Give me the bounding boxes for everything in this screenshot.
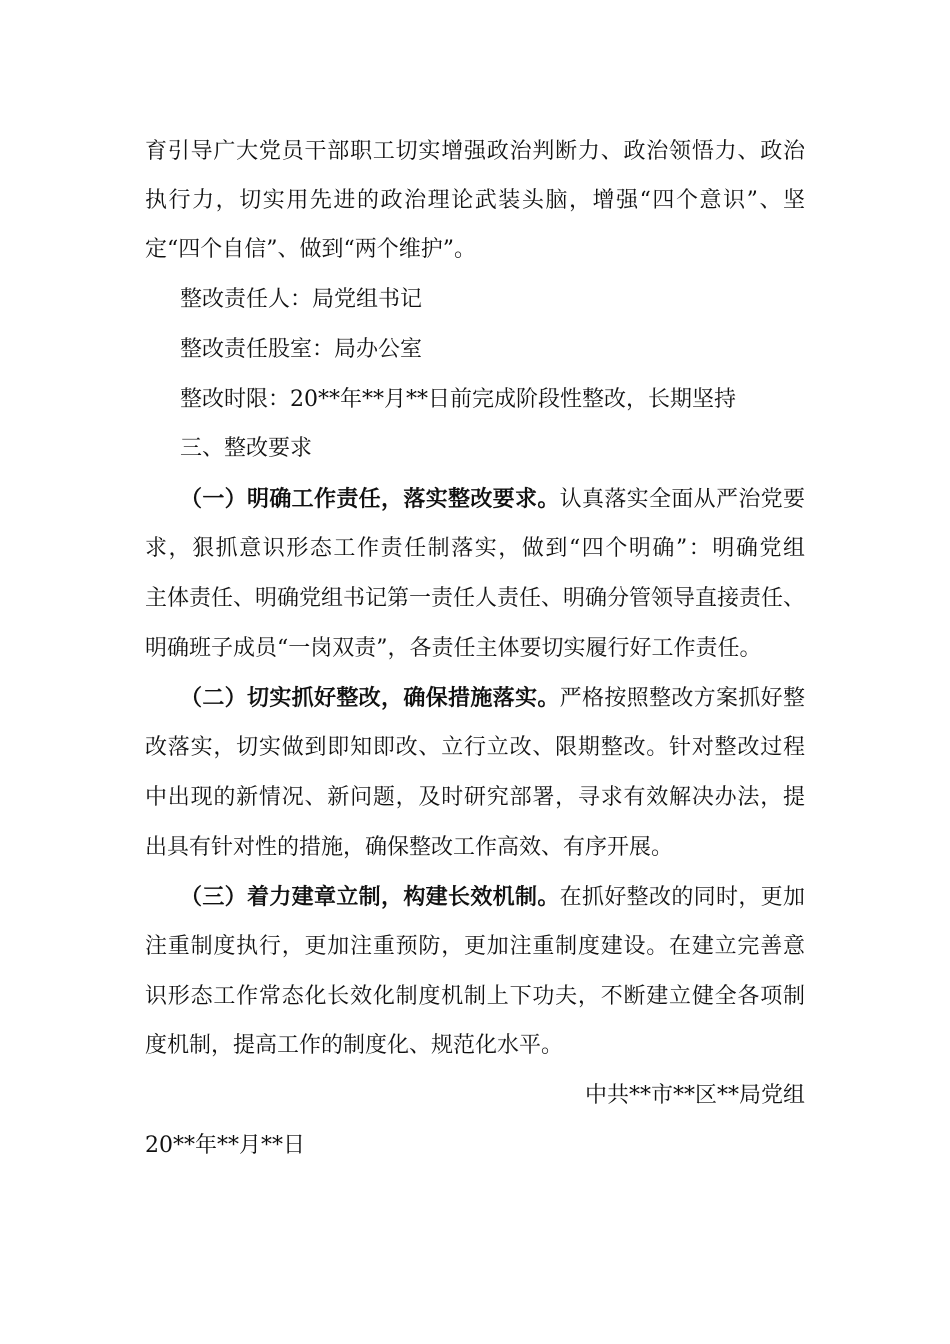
paragraph-line: 定“四个自信”、做到“两个维护”。	[145, 237, 476, 262]
item-three-text: 在抓好整改的同时，更加	[559, 885, 805, 910]
paragraph-line: 中出现的新情况、新问题，及时研究部署，寻求有效解决办法，提	[145, 785, 805, 810]
paragraph-line: 明确班子成员“一岗双责”，各责任主体要切实履行好工作责任。	[145, 636, 762, 661]
section-heading: 三、整改要求	[180, 436, 313, 461]
responsible-person: 整改责任人：局党组书记	[180, 287, 423, 312]
item-one-first-line	[180, 484, 805, 515]
paragraph-line: 度机制，提高工作的制度化、规范化水平。	[145, 1033, 564, 1058]
paragraph-line: 育引导广大党员干部职工切实增强政治判断力、政治领悟力、政治	[145, 139, 805, 164]
item-three-first-line	[180, 882, 805, 913]
deadline: 整改时限：20**年**月**日前完成阶段性整改，长期坚持	[180, 387, 736, 412]
item-one-text: 认真落实全面从严治党要	[559, 487, 805, 512]
responsible-office: 整改责任股室：局办公室	[180, 337, 423, 362]
item-two-first-line	[180, 683, 805, 714]
paragraph-line: 注重制度执行，更加注重预防，更加注重制度建设。在建立完善意	[145, 934, 805, 959]
signature: 中共**市**区**局党组	[584, 1083, 805, 1108]
date: 20**年**月**日	[145, 1133, 305, 1158]
item-two-heading: （二）切实抓好整改，确保措施落实。	[180, 685, 560, 711]
paragraph-line: 执行力，切实用先进的政治理论武装头脑，增强“四个意识”、坚	[145, 188, 805, 213]
item-two-text: 严格按照整改方案抓好整	[559, 686, 805, 711]
item-one-heading: （一）明确工作责任，落实整改要求。	[180, 486, 560, 512]
item-three-heading: （三）着力建章立制，构建长效机制。	[180, 884, 560, 910]
paragraph-line: 识形态工作常态化长效化制度机制上下功夫，不断建立健全各项制	[145, 984, 805, 1009]
paragraph-line: 主体责任、明确党组书记第一责任人责任、明确分管领导直接责任、	[145, 586, 806, 611]
paragraph-line: 出具有针对性的措施，确保整改工作高效、有序开展。	[145, 835, 674, 860]
paragraph-line: 求，狠抓意识形态工作责任制落实，做到“四个明确”：明确党组	[145, 536, 805, 561]
paragraph-line: 改落实，切实做到即知即改、立行立改、限期整改。针对整改过程	[145, 735, 805, 760]
